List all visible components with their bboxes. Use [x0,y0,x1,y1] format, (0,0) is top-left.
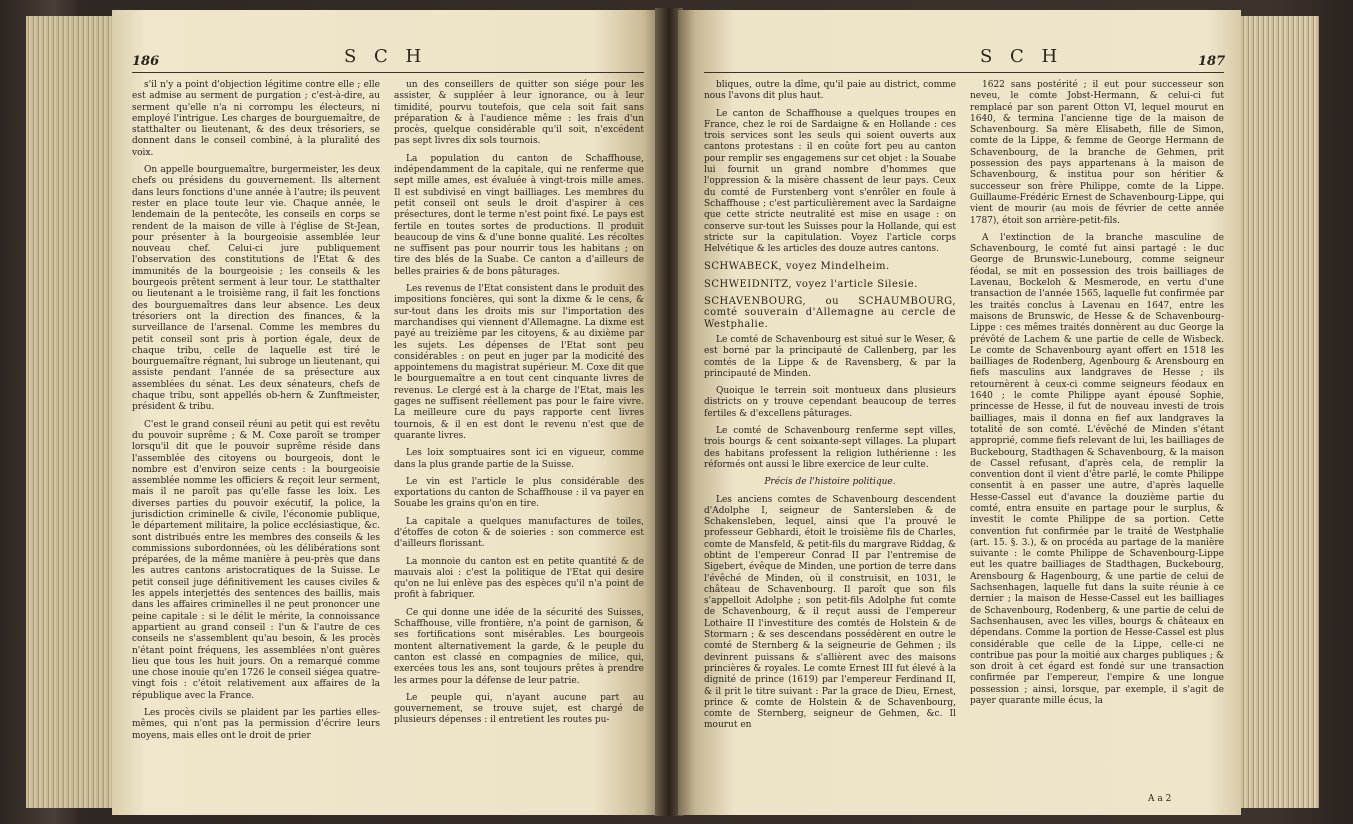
right-column-1 [704,80,956,738]
left-page-number: 186 [132,54,160,69]
paragraph: un des conseillers de quitter son siége pour les assister, & suppléer à leur ignorance, ou à leur timidité, pourvu toutefois, que cela soit fait sans préparation & à l'audience même : les frais d'un procès, quelque considérable qu'il soit, n'excédent pas sept livres dix sols tournois. [394,80,644,147]
paragraph: Ce qui donne une idée de la sécurité des Suisses, Schaffhouse, ville frontière, n'a point de garnison, & ses fortifications sont misérables. Les bourgeois montent alternativement la garde, & le peuple du canton est classé en compagnies de milice, qui, exercées tous les ans, sont toujours prêtes à prendre les armes pour la défense de leur patrie. [394,607,644,686]
left-page [112,10,660,815]
paragraph: Le canton de Schaffhouse a quelques troupes en France, chez le roi de Sardaigne & en Hollande : ces trois services sont les seuls qui soient ouverts aux cantons protestans : il en coûte fort peu au canton pour remplir ses engagemens sur cet objet : la Souabe lui fournit un grand nombre d'hommes que l'oppression & la misère chassent de leur pays. Ceux du comté de Furstenberg vont s'enrôler en foule à Schaffhouse ; c'est particulièrement avec la Sardaigne que cette stricte neutralité est mise en usage : on conserve sur-tout les Suisses pour la Hollande, qui est stricte sur la capitulation. Voyez l'article corps Helvétique & les articles des douze autres cantons. [704,108,956,255]
right-page [678,10,1241,815]
paragraph: La monnoie du canton est en petite quantité & de mauvais aloi : c'est la politique de l'Etat qui desire qu'on ne lui enlève pas des espèces qu'il n'a point de profit à fabriquer. [394,556,644,601]
paragraph: 1622 sans postérité ; il eut pour successeur son neveu, le comte Jobst-Hermann, & celui-ci fut remplacé par son parent Otton VI, lequel mourut en 1640, & termina l'ancienne tige de la maison de Schavenbourg. Sa mère Elisabeth, fille de Simon, comte de la Lippe, & femme de George Hermann de Schavenbourg, de la branche de Gehmen, prit possession des pays appartenans à la maison de Schavenbourg, & institua pour son héritier & successeur son frère Philippe, comte de la Lippe. Guillaume-Frédéric Ernest de Schavenbourg-Lippe, qui vient de mourir (au mois de février de cette année 1787), étoit son arrière-petit-fils. [970,80,1224,226]
section-title: Précis de l'histoire politique. [764,477,896,488]
paragraph: Quoique le terrein soit montueux dans plusieurs districts on y trouve cependant beaucoup de terres fertiles & d'excellens pâturages. [704,386,956,419]
paragraph: La capitale a quelques manufactures de toiles, d'étoffes de coton & de soieries : son commerce est d'ailleurs florissant. [394,516,644,550]
paragraph: On appelle bourguemaître, burgermeister, les deux chefs ou présidens du gouvernement. Ils alternent dans leurs fonctions d'une année à l'autre; ils peuvent rester en place toute leur vie. Chaque année, le lendemain de la pentecôte, les conseils en corps se rendent de la maison de ville à l'église de St-Jean, pour présenter à la bourgeoisie assemblée leur nouveau chef. Celui-ci jure publiquement l'observation des constitutions de l'Etat & des immunités de la bourgeoisie ; les conseils & les bourgeois prêtent serment à leur tour. Le statthalter ou lieutenant a le troisième rang, il fait les fonctions des bourguemaîtres dans leur absence. Les deux trésoriers ont la direction des finances, & la surveillance de l'arsenal. Comme les membres du petit conseil sont pris à portion égale, deux de chaque tribu, celle de laquelle est tiré le bourguemaître régnant, lui subroge un lieutenant, qui assiste pendant l'année de sa présecture aux assemblées du sénat. Les deux sénateurs, chefs de chaque tribu, sont appellés ob-hern & Zunftmeister, président & tribu. [132,165,381,413]
right-column-2 [970,80,1224,713]
paragraph: Les loix somptuaires sont ici en vigueur, comme dans la plus grande partie de la Suisse. [394,448,644,470]
left-column-2 [394,80,644,733]
right-head-rule [704,72,1224,73]
entry-heading: SCHAVENBOURG, ou SCHAUMBOURG, comté souverain d'Allemagne au cercle de Westphalie. [704,296,956,330]
right-page-stack [1241,16,1319,808]
entry-heading: SCHWABECK, voyez Mindelheim. [704,261,890,273]
right-page-number: 187 [1198,54,1226,69]
right-running-head: S C H [980,46,1064,67]
left-column-1 [132,80,380,748]
paragraph: Les revenus de l'Etat consistent dans le produit des impositions foncières, qui sont la dixme & le cens, & sur-tout dans les droits mis sur l'importation des marchandises qui viennent d'Allemagne. La dixme est payé au treizième par les citoyens, & au dixième par les sujets. Les dépenses de l'Etat sont peu considérables : on peut en juger par la modicité des appointemens du magistrat supérieur. M. Coxe dit que le bourguemaître a en tout cent cinquante livres de revenus. Le clergé est à la charge de l'Etat, mais les gages ne suffisent réellement pas pour le faire vivre. La meilleure cure du pays rapporte cent livres tournois, & il en est dont le revenu n'est que de quarante livres. [394,284,644,441]
paragraph: Les procès civils se plaident par les parties elles-mêmes, qui n'ont pas la permission d'écrire leurs moyens, mais elles ont le droit de prier [132,708,380,741]
left-page-stack [26,16,112,808]
entry-heading: SCHWEIDNITZ, voyez l'article Silesie. [704,278,918,290]
paragraph: bliques, outre la dîme, qu'il paie au district, comme nous l'avons dit plus haut. [704,80,956,102]
paragraph: Le comté de Schavenbourg est situé sur le Weser, & est borné par la principauté de Callenberg, par les comtés de la Lippe & de Ravensberg, & par la principauté de Minden. [704,334,956,379]
paragraph: A l'extinction de la branche masculine de Schavenbourg, le comté fut ainsi partagé : le duc George de Brunswic-Lunebourg, comme seigneur féodal, se mit en possession des trois bailliages de Lavenau, Bockeloh & Mesmerode, en vertu d'une transaction de l'année 1565, laquelle fut confirmée par les traités conclus à Lavenau en 1647, entre les maisons de Brunswic, de Hesse & de Schavenbourg-Lippe : ces mêmes traités donnèrent au duc George la prévôté de Lachem & une partie de celle de Wisbeck. Le comte de Schavenbourg ayant offert en 1518 les bailliages de Rodenberg, Agenbourg & Arensbourg en fiefs masculins aux landgraves de Hesse ; ils retournèrent à ceux-ci comme seigneurs féodaux en 1640 ; le comte Philippe ayant épousé Sophie, princesse de Hesse, il fut de nouveau investi de trois bailliages, mais il donna en fief aux landgraves la totalité de son comté. L'évêché de Minden s'étant approprié, comme fiefs relevant de lui, les bailliages de Buckebourg, Stadthagen & Schavenbourg, & la maison de Cassel refusant, d'après cela, de remplir la convention dont il vient d'être parlé, le comte Philippe consentit à en passer une autre, d'après laquelle Hesse-Cassel eut d'avance la douzième partie du comté, entra ensuite en partage pour le surplus, & investit le comte Philippe de sa portion. Cette convention fut confirmée par le traité de Westphalie (art. 15. §. 3.), & on procéda au partage de la manière suivante : le comte Philippe de Schavenbourg-Lippe eut les quatre bailliages de Stadthagen, Buckebourg, Arensbourg & Hagenbourg, & une partie de celui de Sachsenhagen, laquelle fut dans la suite réunie à ce dernier ; la maison de Hesse-Cassel eut les bailliages de Schavenbourg, Rodenberg, & une partie de celui de Sachsenhausen, avec les villes, bourgs & châteaux en dépendans. Comme la portion de Hesse-Cassel est plus considérable que celle de la Lippe, celle-ci ne contribue pas pour la moitié aux charges publiques ; & son droit à cet égard est fondé sur une transaction confirmée par l'empereur, l'empire & une longue possession ; ainsi, lorsque, par exemple, il s'agit de payer quarante mille écus, la [970,232,1224,707]
left-running-head: S C H [344,46,428,67]
paragraph: Le vin est l'article le plus considérable des exportations du canton de Schaffhouse : il va payer en Souabe les grains qu'on en tire. [394,476,644,510]
signature-mark: A a 2 [1148,794,1172,804]
paragraph: s'il n'y a point d'objection légitime contre elle ; elle est admise au serment de purgation ; c'est-à-dire, au serment qu'elle n'a ni corrompu les électeurs, ni employé l'intrigue. Les charges de bourguemaître, de statthalter ou lieutenant, & des deux trésoriers, se donnent dans le conseil combiné, à la pluralité des voix. [132,80,380,158]
paragraph: C'est le grand conseil réuni au petit qui est revêtu du pouvoir suprême ; & M. Coxe paroît se tromper lorsqu'il dit que le pouvoir suprême réside dans l'assemblée des citoyens ou bourgeois, dont le nombre est d'environ seize cents : la bourgeoisie assemblée nomme les officiers & reçoit leur serment, mais il ne paroît pas qu'elle fasse les loix. Les diverses parties du pouvoir exécutif, la police, la jurisdiction criminelle & civile, l'économie publique, le département militaire, la police ecclésiastique, &c. sont distribués entre les membres des conseils & les commissions subordonnées, où les délibérations sont préparées, de la même manière à peu-près que dans les autres cantons aristocratiques de la Suisse. Le petit conseil juge définitivement les causes civiles & les appels interjettés des sentences des baillis, mais dans les affaires criminelles il ne peut prononcer une peine capitale : si le délit le mérite, la connoissance appartient au grand conseil : l'un & l'autre de ces conseils ne s'assemblent qu'au besoin, & les procès n'étant point fréquens, les assemblées n'ont guères lieu que tous les huit jours. On a remarqué comme une chose inouie qu'en 1726 le conseil siégea quatre-vingt fois : c'étoit relativement aux affaires de la république avec la France. [132,419,380,701]
paragraph: La population du canton de Schaffhouse, indépendamment de la capitale, qui ne renferme que sept mille ames, est évaluée à vingt-trois mille ames. Il est subdivisé en vingt bailliages. Les membres du petit conseil ont seuls le droit d'aspirer à ces présectures, dont le terme n'est point fixé. Le pays est fertile en toutes sortes de productions. Il produit beaucoup de vins & d'une bonne qualité. Les récoltes ne suffisent pas pour nourrir tous les habitans ; on tire des blés de la Suabe. Ce canton a d'ailleurs de belles prairies & de bons pâturages. [394,153,644,277]
left-head-rule [132,72,644,73]
paragraph: Le peuple qui, n'ayant aucune part au gouvernement, se trouve sujet, est chargé de plusieurs dépenses : il entretient les routes pu- [394,692,644,726]
paragraph: Le comté de Schavenbourg renferme sept villes, trois bourgs & cent soixante-sept villages. La plupart des habitans professent la religion luthérienne : les réformés ont aussi le libre exercice de leur culte. [704,426,956,470]
paragraph: Les anciens comtes de Schavenbourg descendent d'Adolphe I, seigneur de Santersleben & de Schakensleben, lequel, ainsi que l'a prouvé le professeur Gebhardi, étoit le troisième fils de Charles, comte de Mansfeld, & petit-fils du margrave Riddag, & obtint de l'empereur Conrad II par l'entremise de Sigebert, évêque de Minden, une portion de terre dans l'évêché de Minden, où il construisit, en 1031, le château de Schavenbourg. Il paroît que son fils s'appelloit Adolphe ; son petit-fils Adolphe fut comte de Schavenbourg, & il reçut aussi de l'empereur Lothaire II l'investiture des comtés de Holstein & de Stormarn ; & ses descendans possédèrent en outre le comté de Sternberg & la seigneurie de Gehmen ; ils devinrent puissans & s'allièrent avec des maisons princières & royales. Le comte Ernest III fut élevé à la dignité de prince (1619) par l'empereur Ferdinand II, & il prit le titre suivant : Par la grace de Dieu, Ernest, prince & comte de Holstein & de Schavenbourg, comte de Sternberg, seigneur de Gehmen, &c. Il mourut en [704,494,956,731]
